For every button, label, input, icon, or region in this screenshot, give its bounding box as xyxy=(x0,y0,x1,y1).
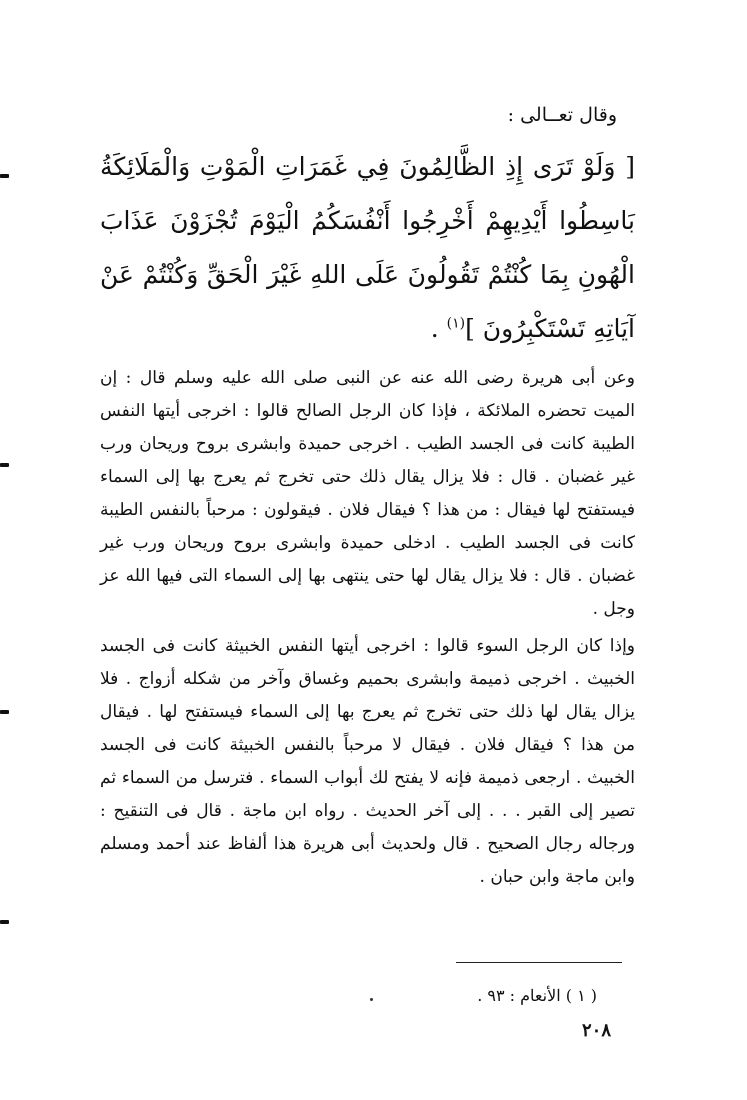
hadith-paragraph-1: وعن أبى هريرة رضى الله عنه عن النبى صلى الله عليه وسلم قال : إن الميت تحضره الملائكة ، فإذا كان الرجل الصالح قالوا : اخرجى أيتها النفس الطيبة كانت فى الجسد الطيب . اخرجى حميدة وابشرى بروح وريحان ورب غير غضبان . قال : فلا يزال يقال ذلك حتى تخرج ثم يعرج بها إلى السماء فيستفتح لها فيقال : من هذا ؟ فيقال فلان . فيقولون : مرحباً بالنفس الطيبة كانت فى الجسد الطيب . ادخلى حميدة وابشرى بروح وريحان ورب غير غضبان . قال : فلا يزال يقال لها حتى ينتهى بها إلى السماء التى فيها الله عز وجل . xyxy=(100,368,635,619)
hadith-paragraph-2: وإذا كان الرجل السوء قالوا : اخرجى أيتها النفس الخبيثة كانت فى الجسد الخبيث . اخرجى ذميمة وابشرى بحميم وغساق وآخر من شكله أزواج . فلا يزال يقال لها ذلك حتى تخرج ثم يعرج بها إلى السماء فيستفتح لها . فيقال من هذا ؟ فيقال فلان . فيقال لا مرحباً بالنفس الخبيثة كانت فى الجسد الخبيث . ارجعى ذميمة فإنه لا يفتح لك أبواب السماء . فترسل من السماء ثم تصير إلى القبر . . . إلى آخر الحديث . رواه ابن ماجة . قال فى التنقيح : ورجاله رجال الصحيح . قال ولحديث أبى هريرة هذا ألفاظ عند أحمد ومسلم وابن ماجة وابن حبان . xyxy=(100,636,635,887)
intro-line: وقال تعــالى : xyxy=(507,104,617,126)
quran-verse xyxy=(100,140,635,356)
footnote: ( ١ ) الأنعام : ٩٣ . xyxy=(477,986,597,1005)
margin-mark xyxy=(0,920,9,924)
margin-mark xyxy=(0,463,9,467)
scan-speck xyxy=(370,998,373,1001)
verse-text: [ وَلَوْ تَرَى إِذِ الظَّالِمُونَ فِي غَمَرَاتِ الْمَوْتِ وَالْمَلَائِكَةُ بَاسِطُوا أَيْدِيهِمْ أَخْرِجُوا أَنْفُسَكُمُ الْيَوْمَ تُجْزَوْنَ عَذَابَ الْهُونِ بِمَا كُنْتُمْ تَقُولُونَ عَلَى اللهِ غَيْرَ الْحَقِّ وَكُنْتُمْ عَنْ آيَاتِهِ تَسْتَكْبِرُونَ ] xyxy=(100,152,635,343)
page-number: ٢٠٨ xyxy=(581,1020,611,1041)
margin-mark xyxy=(0,174,9,178)
margin-mark xyxy=(0,710,9,714)
footnote-separator xyxy=(456,962,622,963)
verse-footnote-marker: (١) xyxy=(446,315,466,332)
verse-end: . xyxy=(430,314,447,343)
